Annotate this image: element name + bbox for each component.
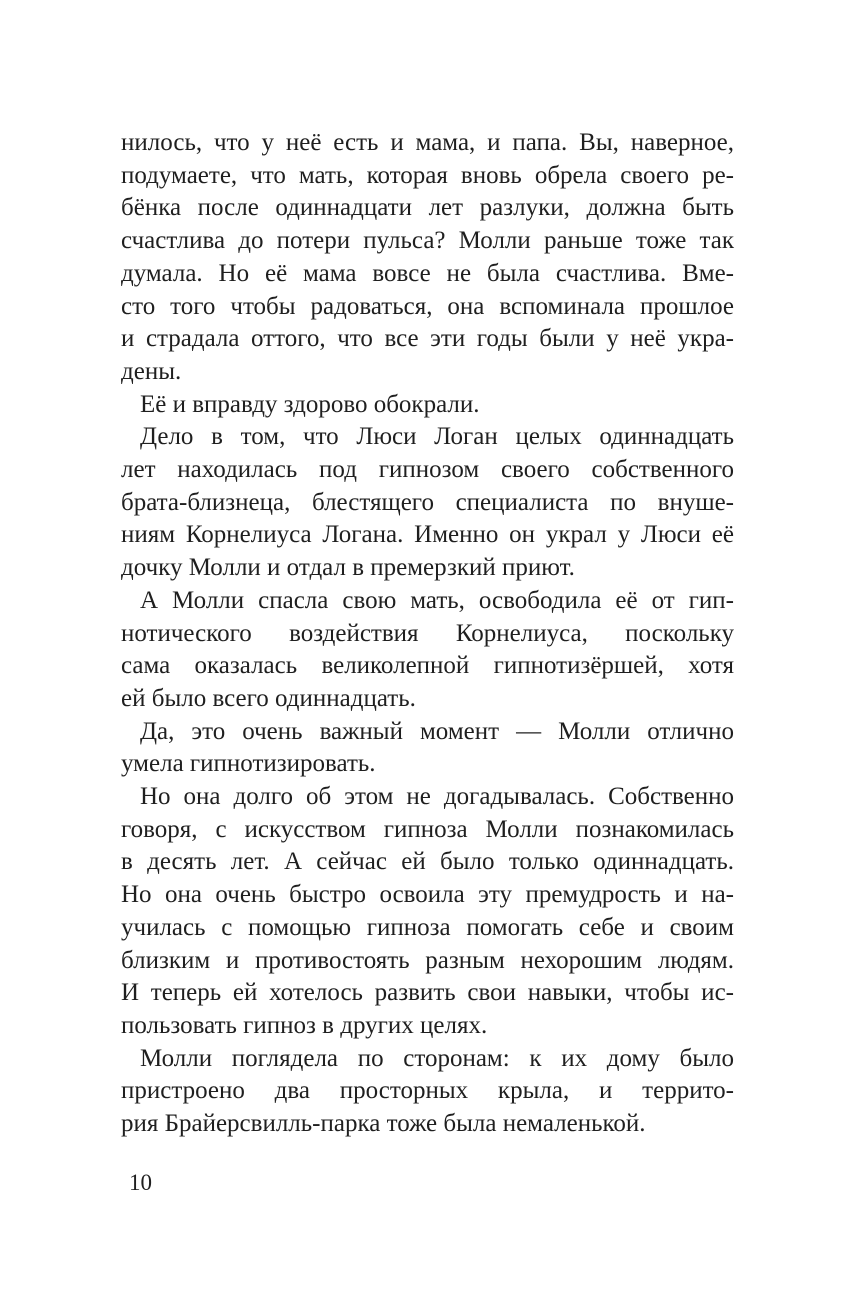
text-line: счастлива до потери пульса? Молли раньше тоже так xyxy=(121,227,734,255)
text-line: ниям Корнелиуса Логана. Именно он украл у Люси её xyxy=(121,521,734,549)
text-line: Молли поглядела по сторонам: к их дому было xyxy=(140,1044,734,1072)
text-line: пользовать гипноз в других целях. xyxy=(121,1011,488,1039)
text-line: нотического воздействия Корнелиуса, поскольку xyxy=(121,619,734,647)
text-line: в десять лет. А сейчас ей было только одиннадцать. xyxy=(121,848,734,876)
text-line: и страдала оттого, что все эти годы были у неё укра- xyxy=(121,325,734,353)
text-line: сто того чтобы радоваться, она вспоминала прошлое xyxy=(121,292,734,320)
text-line: пристроено два просторных крыла, и террито- xyxy=(121,1077,734,1105)
text-line: училась с помощью гипноза помогать себе и своим xyxy=(121,913,734,941)
text-line: А Молли спасла свою мать, освободила её от гип- xyxy=(140,586,734,614)
text-line: говоря, с искусством гипноза Молли познакомилась xyxy=(121,815,734,843)
text-line: Да, это очень важный момент — Молли отлично xyxy=(140,717,734,745)
page-number: 10 xyxy=(129,1170,152,1195)
text-line: Но она долго об этом не догадывалась. Собственно xyxy=(140,783,734,811)
text-line: И теперь ей хотелось развить свои навыки, чтобы ис- xyxy=(121,979,734,1007)
text-line: думала. Но её мама вовсе не была счастлива. Вме- xyxy=(121,259,734,287)
text-line: Но она очень быстро освоила эту премудрость и на- xyxy=(121,881,734,909)
text-line: нилось, что у неё есть и мама, и папа. Вы, наверное, xyxy=(121,129,734,156)
text-line: близким и противостоять разным нехорошим людям. xyxy=(121,946,734,974)
text-line: умела гипнотизировать. xyxy=(121,750,376,778)
text-line: бёнка после одиннадцати лет разлуки, должна быть xyxy=(121,194,734,222)
text-line: брата-близнеца, блестящего специалиста по внуше- xyxy=(121,488,734,516)
page-text xyxy=(121,127,734,1141)
text-line: лет находилась под гипнозом своего собственного xyxy=(121,456,734,484)
text-line: Её и вправду здорово обокрали. xyxy=(140,390,480,418)
text-line: рия Брайерсвилль-парка тоже была немаленькой. xyxy=(121,1110,646,1138)
text-line: дены. xyxy=(121,357,182,385)
text-line: ей было всего одиннадцать. xyxy=(121,684,416,712)
text-line: Дело в том, что Люси Логан целых одиннадцать xyxy=(140,423,734,451)
text-line: дочку Молли и отдал в премерзкий приют. xyxy=(121,554,575,582)
text-line: сама оказалась великолепной гипнотизёршей, хотя xyxy=(121,652,734,680)
text-line: подумаете, что мать, которая вновь обрела своего ре- xyxy=(121,161,734,189)
